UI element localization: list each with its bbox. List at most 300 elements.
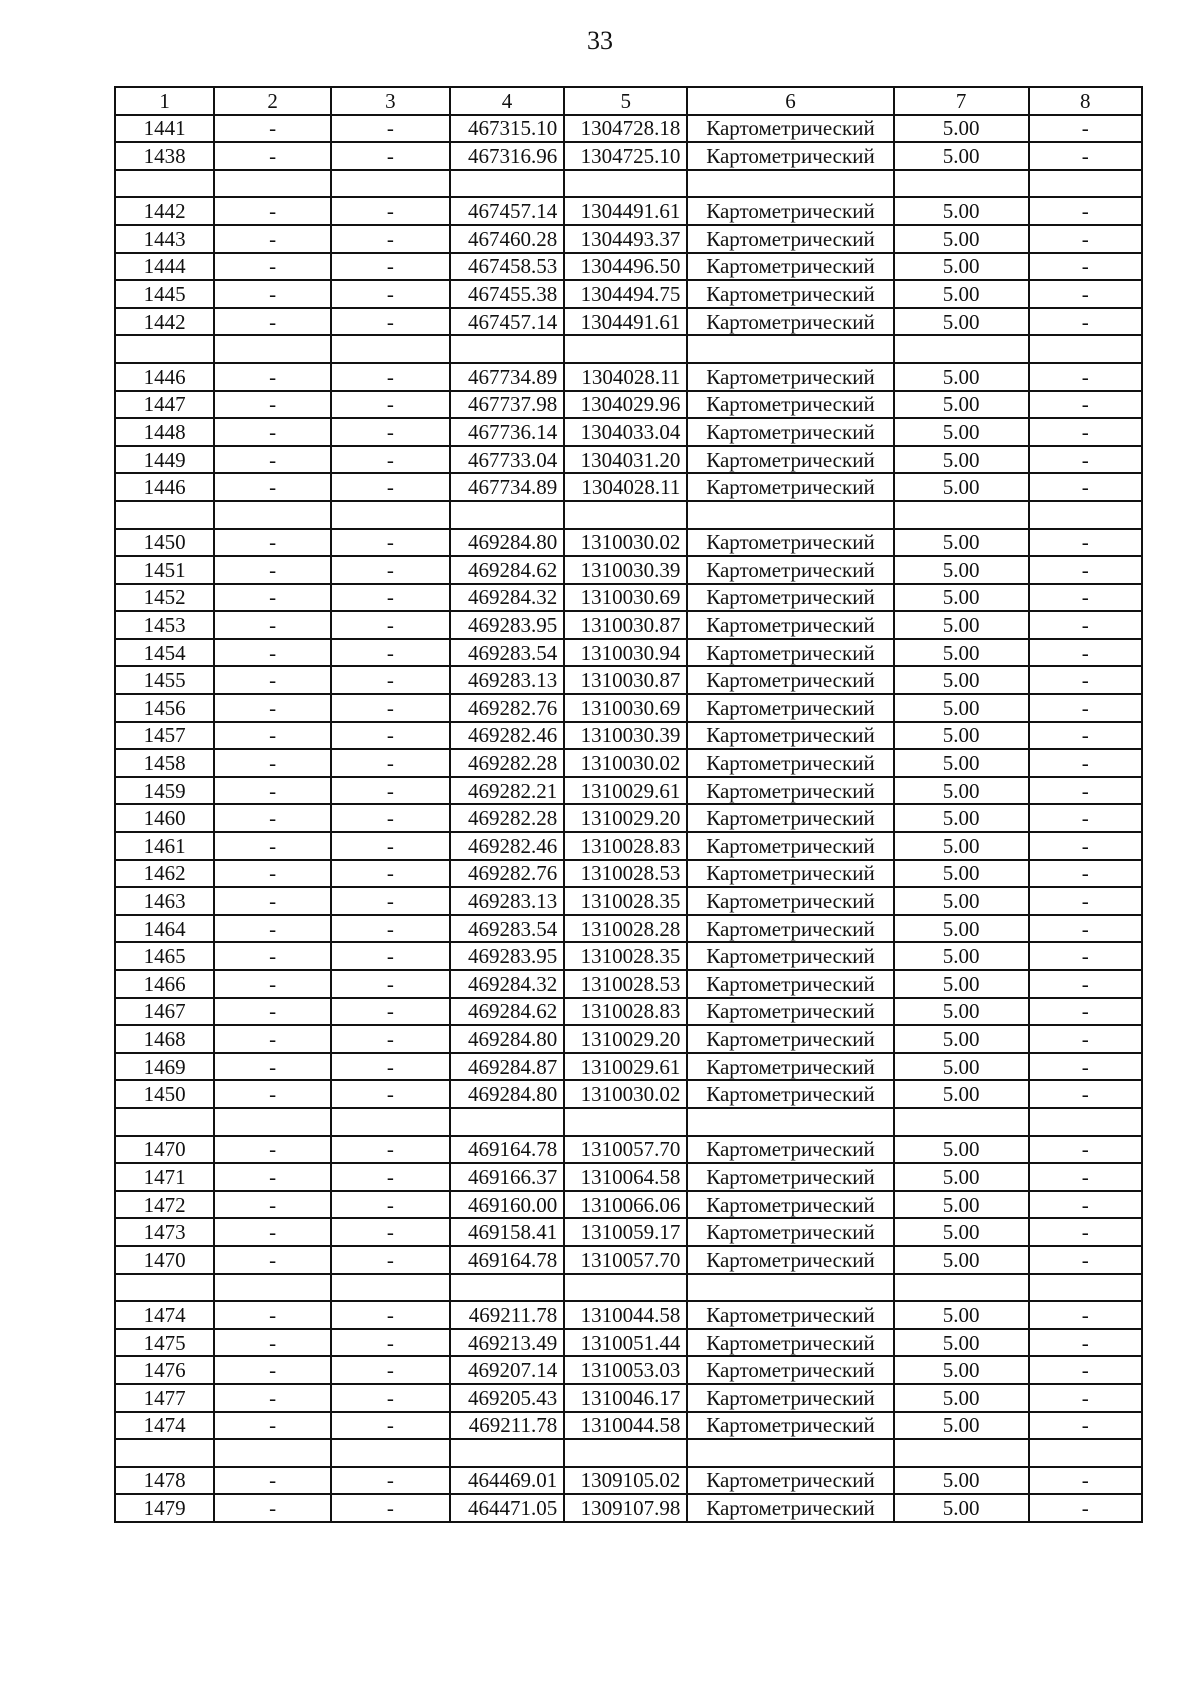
cell-point-number: 1471 xyxy=(115,1163,214,1191)
cell-accuracy: 5.00 xyxy=(894,280,1029,308)
cell-col-2: - xyxy=(214,1136,331,1164)
table-row xyxy=(115,1163,1142,1191)
cell-coord-y: 1310028.35 xyxy=(564,887,687,915)
cell-col-8: - xyxy=(1029,970,1142,998)
cell-point-number xyxy=(115,1439,214,1467)
cell-point-number: 1461 xyxy=(115,832,214,860)
cell-col-2: - xyxy=(214,1384,331,1412)
cell-method: Картометрический xyxy=(687,1356,893,1384)
table-row xyxy=(115,942,1142,970)
cell-col-3: - xyxy=(331,1053,450,1081)
table-row xyxy=(115,501,1142,529)
table-row xyxy=(115,1356,1142,1384)
cell-coord-x: 467457.14 xyxy=(450,308,564,336)
cell-col-8: - xyxy=(1029,584,1142,612)
cell-point-number: 1474 xyxy=(115,1301,214,1329)
cell-col-3: - xyxy=(331,1301,450,1329)
cell-coord-x: 469282.76 xyxy=(450,694,564,722)
cell-col-8: - xyxy=(1029,473,1142,501)
cell-coord-y: 1304725.10 xyxy=(564,142,687,170)
cell-method: Картометрический xyxy=(687,749,893,777)
table-row xyxy=(115,170,1142,198)
cell-method: Картометрический xyxy=(687,115,893,143)
cell-col-8: - xyxy=(1029,142,1142,170)
cell-accuracy: 5.00 xyxy=(894,1301,1029,1329)
cell-coord-y: 1304028.11 xyxy=(564,473,687,501)
cell-accuracy: 5.00 xyxy=(894,142,1029,170)
cell-col-8: - xyxy=(1029,280,1142,308)
cell-col-8 xyxy=(1029,170,1142,198)
cell-method: Картометрический xyxy=(687,1384,893,1412)
cell-coord-y: 1310059.17 xyxy=(564,1218,687,1246)
cell-method: Картометрический xyxy=(687,556,893,584)
cell-col-8: - xyxy=(1029,1053,1142,1081)
cell-point-number: 1442 xyxy=(115,197,214,225)
cell-method: Картометрический xyxy=(687,1053,893,1081)
cell-coord-x: 467734.89 xyxy=(450,473,564,501)
cell-point-number: 1462 xyxy=(115,860,214,888)
cell-col-3: - xyxy=(331,722,450,750)
cell-coord-y: 1310029.20 xyxy=(564,804,687,832)
cell-accuracy: 5.00 xyxy=(894,915,1029,943)
cell-col-2: - xyxy=(214,998,331,1026)
cell-accuracy: 5.00 xyxy=(894,391,1029,419)
cell-coord-x: 469205.43 xyxy=(450,1384,564,1412)
cell-col-3: - xyxy=(331,197,450,225)
cell-coord-y: 1310030.69 xyxy=(564,694,687,722)
table-row xyxy=(115,1136,1142,1164)
cell-coord-y: 1310030.69 xyxy=(564,584,687,612)
cell-coord-x: 469284.32 xyxy=(450,970,564,998)
cell-point-number xyxy=(115,1274,214,1302)
table-row xyxy=(115,197,1142,225)
cell-coord-y: 1309105.02 xyxy=(564,1467,687,1495)
cell-coord-y: 1310030.87 xyxy=(564,666,687,694)
cell-col-8 xyxy=(1029,1274,1142,1302)
cell-coord-x xyxy=(450,1108,564,1136)
cell-coord-x: 469160.00 xyxy=(450,1191,564,1219)
cell-col-2: - xyxy=(214,280,331,308)
cell-coord-x xyxy=(450,1439,564,1467)
cell-coord-x: 467315.10 xyxy=(450,115,564,143)
cell-method: Картометрический xyxy=(687,529,893,557)
cell-coord-x: 467457.14 xyxy=(450,197,564,225)
table-row xyxy=(115,115,1142,143)
cell-accuracy: 5.00 xyxy=(894,860,1029,888)
cell-col-3: - xyxy=(331,942,450,970)
cell-coord-y: 1310030.02 xyxy=(564,749,687,777)
cell-point-number: 1441 xyxy=(115,115,214,143)
cell-col-8: - xyxy=(1029,1163,1142,1191)
cell-col-8: - xyxy=(1029,611,1142,639)
cell-point-number: 1450 xyxy=(115,529,214,557)
cell-col-8 xyxy=(1029,501,1142,529)
cell-coord-y: 1304031.20 xyxy=(564,446,687,474)
table-row xyxy=(115,694,1142,722)
cell-col-2: - xyxy=(214,115,331,143)
cell-coord-x: 467460.28 xyxy=(450,225,564,253)
cell-col-2: - xyxy=(214,556,331,584)
cell-coord-x: 469158.41 xyxy=(450,1218,564,1246)
cell-method: Картометрический xyxy=(687,804,893,832)
cell-col-3: - xyxy=(331,1246,450,1274)
table-row xyxy=(115,335,1142,363)
cell-accuracy: 5.00 xyxy=(894,1356,1029,1384)
cell-method: Картометрический xyxy=(687,860,893,888)
cell-col-3: - xyxy=(331,749,450,777)
cell-accuracy: 5.00 xyxy=(894,197,1029,225)
cell-col-3: - xyxy=(331,556,450,584)
cell-accuracy: 5.00 xyxy=(894,115,1029,143)
cell-col-3: - xyxy=(331,860,450,888)
cell-method: Картометрический xyxy=(687,942,893,970)
cell-point-number: 1465 xyxy=(115,942,214,970)
cell-col-8 xyxy=(1029,1108,1142,1136)
cell-accuracy: 5.00 xyxy=(894,694,1029,722)
cell-point-number: 1474 xyxy=(115,1412,214,1440)
table-row xyxy=(115,639,1142,667)
table-row xyxy=(115,391,1142,419)
cell-col-2: - xyxy=(214,1412,331,1440)
cell-accuracy: 5.00 xyxy=(894,308,1029,336)
cell-col-2: - xyxy=(214,832,331,860)
cell-coord-x: 464469.01 xyxy=(450,1467,564,1495)
cell-col-2: - xyxy=(214,1246,331,1274)
table-row xyxy=(115,666,1142,694)
cell-col-3: - xyxy=(331,1163,450,1191)
cell-col-8: - xyxy=(1029,942,1142,970)
cell-col-2: - xyxy=(214,887,331,915)
cell-accuracy: 5.00 xyxy=(894,998,1029,1026)
table-row xyxy=(115,1329,1142,1357)
cell-point-number: 1475 xyxy=(115,1329,214,1357)
cell-col-2: - xyxy=(214,197,331,225)
cell-coord-y: 1310028.28 xyxy=(564,915,687,943)
cell-method: Картометрический xyxy=(687,666,893,694)
cell-method: Картометрический xyxy=(687,391,893,419)
cell-point-number: 1468 xyxy=(115,1025,214,1053)
cell-point-number: 1445 xyxy=(115,280,214,308)
cell-col-2: - xyxy=(214,1053,331,1081)
cell-point-number: 1470 xyxy=(115,1136,214,1164)
cell-accuracy: 5.00 xyxy=(894,418,1029,446)
cell-col-2 xyxy=(214,335,331,363)
cell-method: Картометрический xyxy=(687,280,893,308)
cell-col-3 xyxy=(331,1108,450,1136)
cell-point-number: 1453 xyxy=(115,611,214,639)
cell-point-number: 1449 xyxy=(115,446,214,474)
cell-point-number: 1448 xyxy=(115,418,214,446)
cell-coord-x: 469211.78 xyxy=(450,1412,564,1440)
cell-col-3: - xyxy=(331,280,450,308)
cell-accuracy: 5.00 xyxy=(894,722,1029,750)
table-row xyxy=(115,915,1142,943)
column-header-4: 4 xyxy=(450,87,564,115)
cell-col-8: - xyxy=(1029,915,1142,943)
cell-accuracy: 5.00 xyxy=(894,666,1029,694)
cell-coord-y: 1304491.61 xyxy=(564,197,687,225)
cell-coord-x: 469283.95 xyxy=(450,611,564,639)
cell-coord-x: 469282.76 xyxy=(450,860,564,888)
cell-coord-x xyxy=(450,1274,564,1302)
cell-accuracy: 5.00 xyxy=(894,529,1029,557)
cell-col-8: - xyxy=(1029,1025,1142,1053)
cell-point-number: 1469 xyxy=(115,1053,214,1081)
cell-col-2: - xyxy=(214,611,331,639)
cell-coord-x: 469207.14 xyxy=(450,1356,564,1384)
cell-col-8: - xyxy=(1029,115,1142,143)
cell-col-8: - xyxy=(1029,860,1142,888)
cell-col-3: - xyxy=(331,887,450,915)
cell-col-3: - xyxy=(331,529,450,557)
cell-col-8: - xyxy=(1029,1301,1142,1329)
cell-point-number: 1467 xyxy=(115,998,214,1026)
cell-col-2 xyxy=(214,170,331,198)
cell-col-3: - xyxy=(331,1494,450,1522)
cell-coord-y: 1310053.03 xyxy=(564,1356,687,1384)
cell-method: Картометрический xyxy=(687,970,893,998)
cell-accuracy xyxy=(894,501,1029,529)
cell-coord-x: 467736.14 xyxy=(450,418,564,446)
cell-coord-x: 467458.53 xyxy=(450,253,564,281)
cell-point-number: 1463 xyxy=(115,887,214,915)
cell-accuracy: 5.00 xyxy=(894,804,1029,832)
table-header xyxy=(115,87,1142,115)
table-row xyxy=(115,777,1142,805)
cell-col-8: - xyxy=(1029,777,1142,805)
cell-coord-y: 1310064.58 xyxy=(564,1163,687,1191)
cell-accuracy: 5.00 xyxy=(894,473,1029,501)
header-row xyxy=(115,87,1142,115)
cell-col-2: - xyxy=(214,1329,331,1357)
cell-accuracy: 5.00 xyxy=(894,639,1029,667)
cell-method: Картометрический xyxy=(687,473,893,501)
cell-coord-y: 1310044.58 xyxy=(564,1301,687,1329)
table-row xyxy=(115,473,1142,501)
table-row xyxy=(115,446,1142,474)
column-header-8: 8 xyxy=(1029,87,1142,115)
cell-point-number: 1459 xyxy=(115,777,214,805)
cell-col-3: - xyxy=(331,225,450,253)
cell-coord-x xyxy=(450,501,564,529)
cell-coord-x: 467733.04 xyxy=(450,446,564,474)
cell-coord-y: 1310030.87 xyxy=(564,611,687,639)
cell-method: Картометрический xyxy=(687,1246,893,1274)
table-row xyxy=(115,1025,1142,1053)
cell-accuracy xyxy=(894,1439,1029,1467)
cell-col-3: - xyxy=(331,1356,450,1384)
coordinates-table xyxy=(114,86,1143,1523)
cell-coord-x xyxy=(450,335,564,363)
cell-accuracy: 5.00 xyxy=(894,1412,1029,1440)
cell-coord-x: 469166.37 xyxy=(450,1163,564,1191)
cell-col-3: - xyxy=(331,308,450,336)
cell-accuracy: 5.00 xyxy=(894,1080,1029,1108)
cell-col-2: - xyxy=(214,1191,331,1219)
cell-col-8: - xyxy=(1029,832,1142,860)
cell-col-3 xyxy=(331,170,450,198)
cell-coord-y xyxy=(564,1439,687,1467)
cell-point-number: 1444 xyxy=(115,253,214,281)
cell-coord-y: 1310051.44 xyxy=(564,1329,687,1357)
cell-col-8: - xyxy=(1029,1191,1142,1219)
cell-method: Картометрический xyxy=(687,446,893,474)
cell-coord-x: 469283.13 xyxy=(450,666,564,694)
cell-col-2: - xyxy=(214,1356,331,1384)
cell-col-8: - xyxy=(1029,225,1142,253)
table-row xyxy=(115,1191,1142,1219)
table-row xyxy=(115,887,1142,915)
table-row xyxy=(115,225,1142,253)
cell-coord-x: 467316.96 xyxy=(450,142,564,170)
cell-point-number: 1458 xyxy=(115,749,214,777)
cell-method: Картометрический xyxy=(687,363,893,391)
cell-coord-y: 1310030.94 xyxy=(564,639,687,667)
cell-col-2: - xyxy=(214,666,331,694)
page-number: 33 xyxy=(587,26,613,55)
cell-point-number: 1451 xyxy=(115,556,214,584)
cell-method xyxy=(687,170,893,198)
cell-point-number: 1472 xyxy=(115,1191,214,1219)
cell-col-2: - xyxy=(214,142,331,170)
cell-point-number: 1456 xyxy=(115,694,214,722)
cell-coord-x: 469282.46 xyxy=(450,832,564,860)
cell-col-8: - xyxy=(1029,749,1142,777)
cell-coord-y: 1310044.58 xyxy=(564,1412,687,1440)
cell-coord-y: 1310028.35 xyxy=(564,942,687,970)
table-row xyxy=(115,970,1142,998)
cell-coord-y: 1304491.61 xyxy=(564,308,687,336)
cell-method: Картометрический xyxy=(687,1080,893,1108)
cell-col-3: - xyxy=(331,915,450,943)
cell-coord-x: 469283.54 xyxy=(450,639,564,667)
table-body xyxy=(115,115,1142,1522)
cell-col-2: - xyxy=(214,1163,331,1191)
table-row xyxy=(115,1301,1142,1329)
cell-method: Картометрический xyxy=(687,1191,893,1219)
cell-col-3: - xyxy=(331,115,450,143)
table-row xyxy=(115,1467,1142,1495)
cell-col-3: - xyxy=(331,1136,450,1164)
cell-accuracy xyxy=(894,1108,1029,1136)
cell-coord-y: 1304029.96 xyxy=(564,391,687,419)
cell-method: Картометрический xyxy=(687,308,893,336)
cell-col-3: - xyxy=(331,970,450,998)
cell-coord-y: 1304033.04 xyxy=(564,418,687,446)
cell-accuracy xyxy=(894,335,1029,363)
cell-coord-y: 1310046.17 xyxy=(564,1384,687,1412)
cell-col-3: - xyxy=(331,473,450,501)
cell-col-8: - xyxy=(1029,887,1142,915)
cell-col-3 xyxy=(331,1274,450,1302)
cell-accuracy: 5.00 xyxy=(894,556,1029,584)
cell-col-8: - xyxy=(1029,1329,1142,1357)
table-row xyxy=(115,308,1142,336)
cell-method: Картометрический xyxy=(687,915,893,943)
cell-point-number xyxy=(115,1108,214,1136)
cell-accuracy: 5.00 xyxy=(894,1191,1029,1219)
cell-col-8: - xyxy=(1029,529,1142,557)
cell-method: Картометрический xyxy=(687,832,893,860)
cell-col-3: - xyxy=(331,1191,450,1219)
cell-coord-x: 469284.32 xyxy=(450,584,564,612)
cell-col-8: - xyxy=(1029,1136,1142,1164)
cell-coord-y xyxy=(564,1108,687,1136)
cell-col-8: - xyxy=(1029,363,1142,391)
cell-col-2: - xyxy=(214,1080,331,1108)
column-header-1: 1 xyxy=(115,87,214,115)
cell-method xyxy=(687,1274,893,1302)
cell-method: Картометрический xyxy=(687,694,893,722)
cell-point-number: 1477 xyxy=(115,1384,214,1412)
cell-accuracy: 5.00 xyxy=(894,1218,1029,1246)
table-row xyxy=(115,1412,1142,1440)
cell-method: Картометрический xyxy=(687,253,893,281)
cell-col-2: - xyxy=(214,363,331,391)
cell-coord-x: 467734.89 xyxy=(450,363,564,391)
table-row xyxy=(115,1439,1142,1467)
cell-method: Картометрический xyxy=(687,1412,893,1440)
cell-accuracy: 5.00 xyxy=(894,887,1029,915)
cell-col-2: - xyxy=(214,777,331,805)
cell-col-8: - xyxy=(1029,1218,1142,1246)
table-row xyxy=(115,142,1142,170)
cell-accuracy: 5.00 xyxy=(894,1329,1029,1357)
table-row xyxy=(115,584,1142,612)
cell-accuracy: 5.00 xyxy=(894,942,1029,970)
cell-point-number xyxy=(115,335,214,363)
cell-col-2: - xyxy=(214,694,331,722)
cell-method: Картометрический xyxy=(687,887,893,915)
cell-col-2 xyxy=(214,1439,331,1467)
cell-coord-x: 469282.46 xyxy=(450,722,564,750)
cell-method: Картометрический xyxy=(687,611,893,639)
table-row xyxy=(115,722,1142,750)
cell-coord-x: 469211.78 xyxy=(450,1301,564,1329)
cell-col-3: - xyxy=(331,1218,450,1246)
cell-point-number: 1450 xyxy=(115,1080,214,1108)
cell-method xyxy=(687,501,893,529)
cell-col-8: - xyxy=(1029,446,1142,474)
cell-accuracy: 5.00 xyxy=(894,1053,1029,1081)
cell-col-2: - xyxy=(214,1025,331,1053)
cell-method: Картометрический xyxy=(687,225,893,253)
cell-point-number: 1455 xyxy=(115,666,214,694)
cell-col-3: - xyxy=(331,1025,450,1053)
cell-point-number: 1452 xyxy=(115,584,214,612)
cell-col-3: - xyxy=(331,777,450,805)
table-row xyxy=(115,832,1142,860)
cell-col-3: - xyxy=(331,666,450,694)
table-row xyxy=(115,1246,1142,1274)
column-header-2: 2 xyxy=(214,87,331,115)
cell-method: Картометрический xyxy=(687,1494,893,1522)
cell-method: Картометрический xyxy=(687,1467,893,1495)
cell-coord-x: 469284.62 xyxy=(450,556,564,584)
cell-coord-y: 1310028.83 xyxy=(564,832,687,860)
column-header-5: 5 xyxy=(564,87,687,115)
cell-col-8: - xyxy=(1029,666,1142,694)
cell-coord-y: 1310057.70 xyxy=(564,1136,687,1164)
cell-col-3: - xyxy=(331,804,450,832)
cell-point-number: 1470 xyxy=(115,1246,214,1274)
cell-coord-y: 1310028.53 xyxy=(564,970,687,998)
cell-point-number: 1464 xyxy=(115,915,214,943)
cell-coord-x: 469164.78 xyxy=(450,1136,564,1164)
cell-coord-x: 469164.78 xyxy=(450,1246,564,1274)
cell-coord-y: 1304493.37 xyxy=(564,225,687,253)
cell-col-8 xyxy=(1029,335,1142,363)
